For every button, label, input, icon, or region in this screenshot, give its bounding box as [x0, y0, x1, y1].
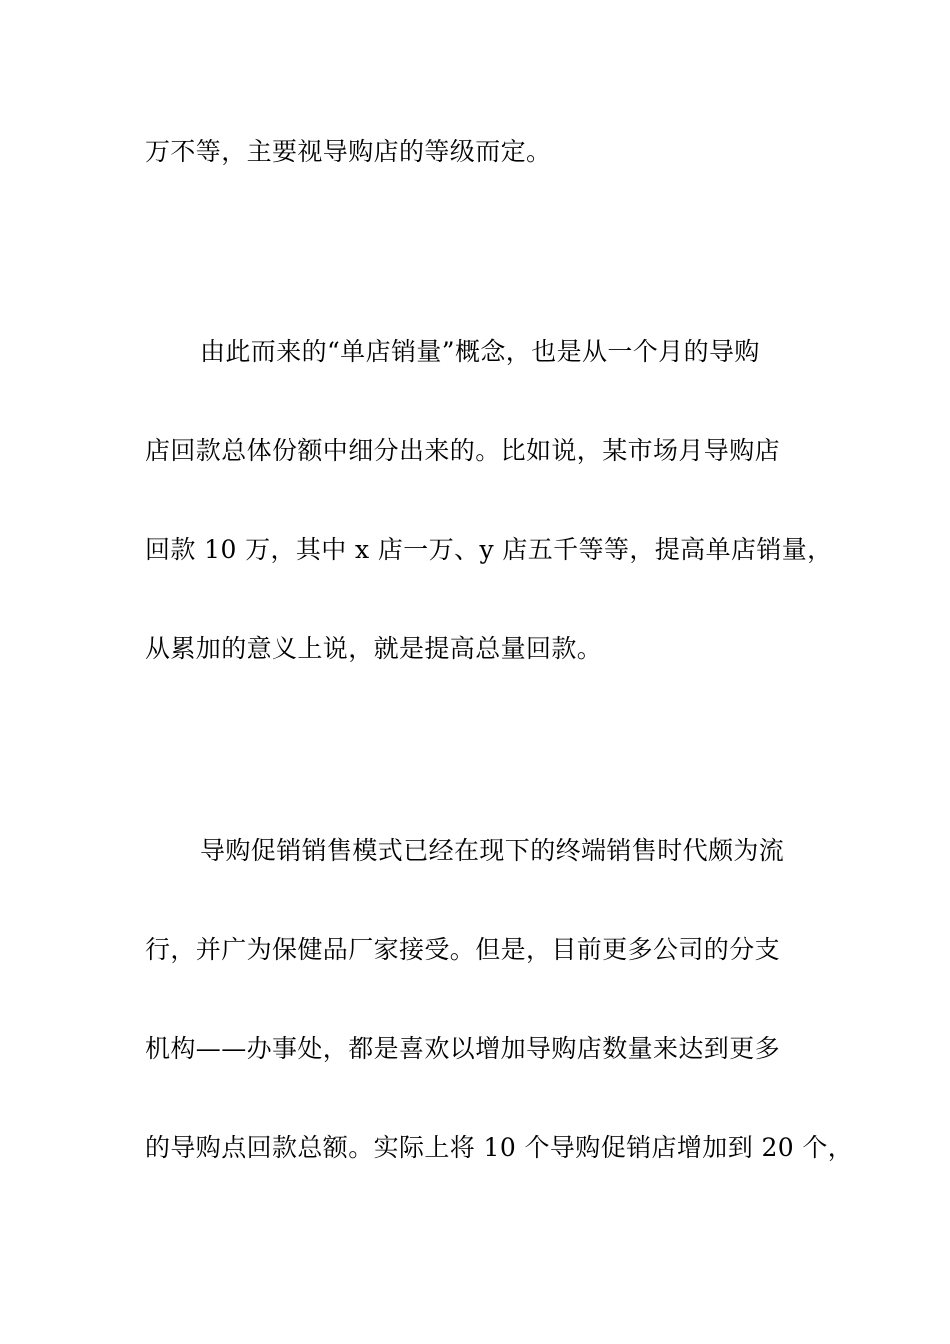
paragraph-3-line-1: 导购促销销售模式已经在现下的终端销售时代颇为流: [200, 836, 785, 865]
paragraph-2-line-4: 从累加的意义上说，就是提高总量回款。: [145, 634, 603, 663]
paragraph-3-line-2: 行，并广为保健品厂家接受。但是，目前更多公司的分支: [145, 935, 781, 964]
paragraph-1-line-1: 万不等，主要视导购店的等级而定。: [145, 137, 552, 166]
paragraph-2-line-1: 由此而来的“单店销量”概念，也是从一个月的导购: [200, 337, 760, 366]
paragraph-2-line-3: 回款 10 万，其中 x 店一万、y 店五千等等，提高单店销量，: [145, 535, 833, 564]
paragraph-2-line-2: 店回款总体份额中细分出来的。比如说，某市场月导购店: [145, 436, 781, 465]
paragraph-3-line-3: 机构——办事处，都是喜欢以增加导购店数量来达到更多: [145, 1034, 781, 1063]
paragraph-3-line-4: 的导购点回款总额。实际上将 10 个导购促销店增加到 20 个，: [145, 1133, 854, 1162]
